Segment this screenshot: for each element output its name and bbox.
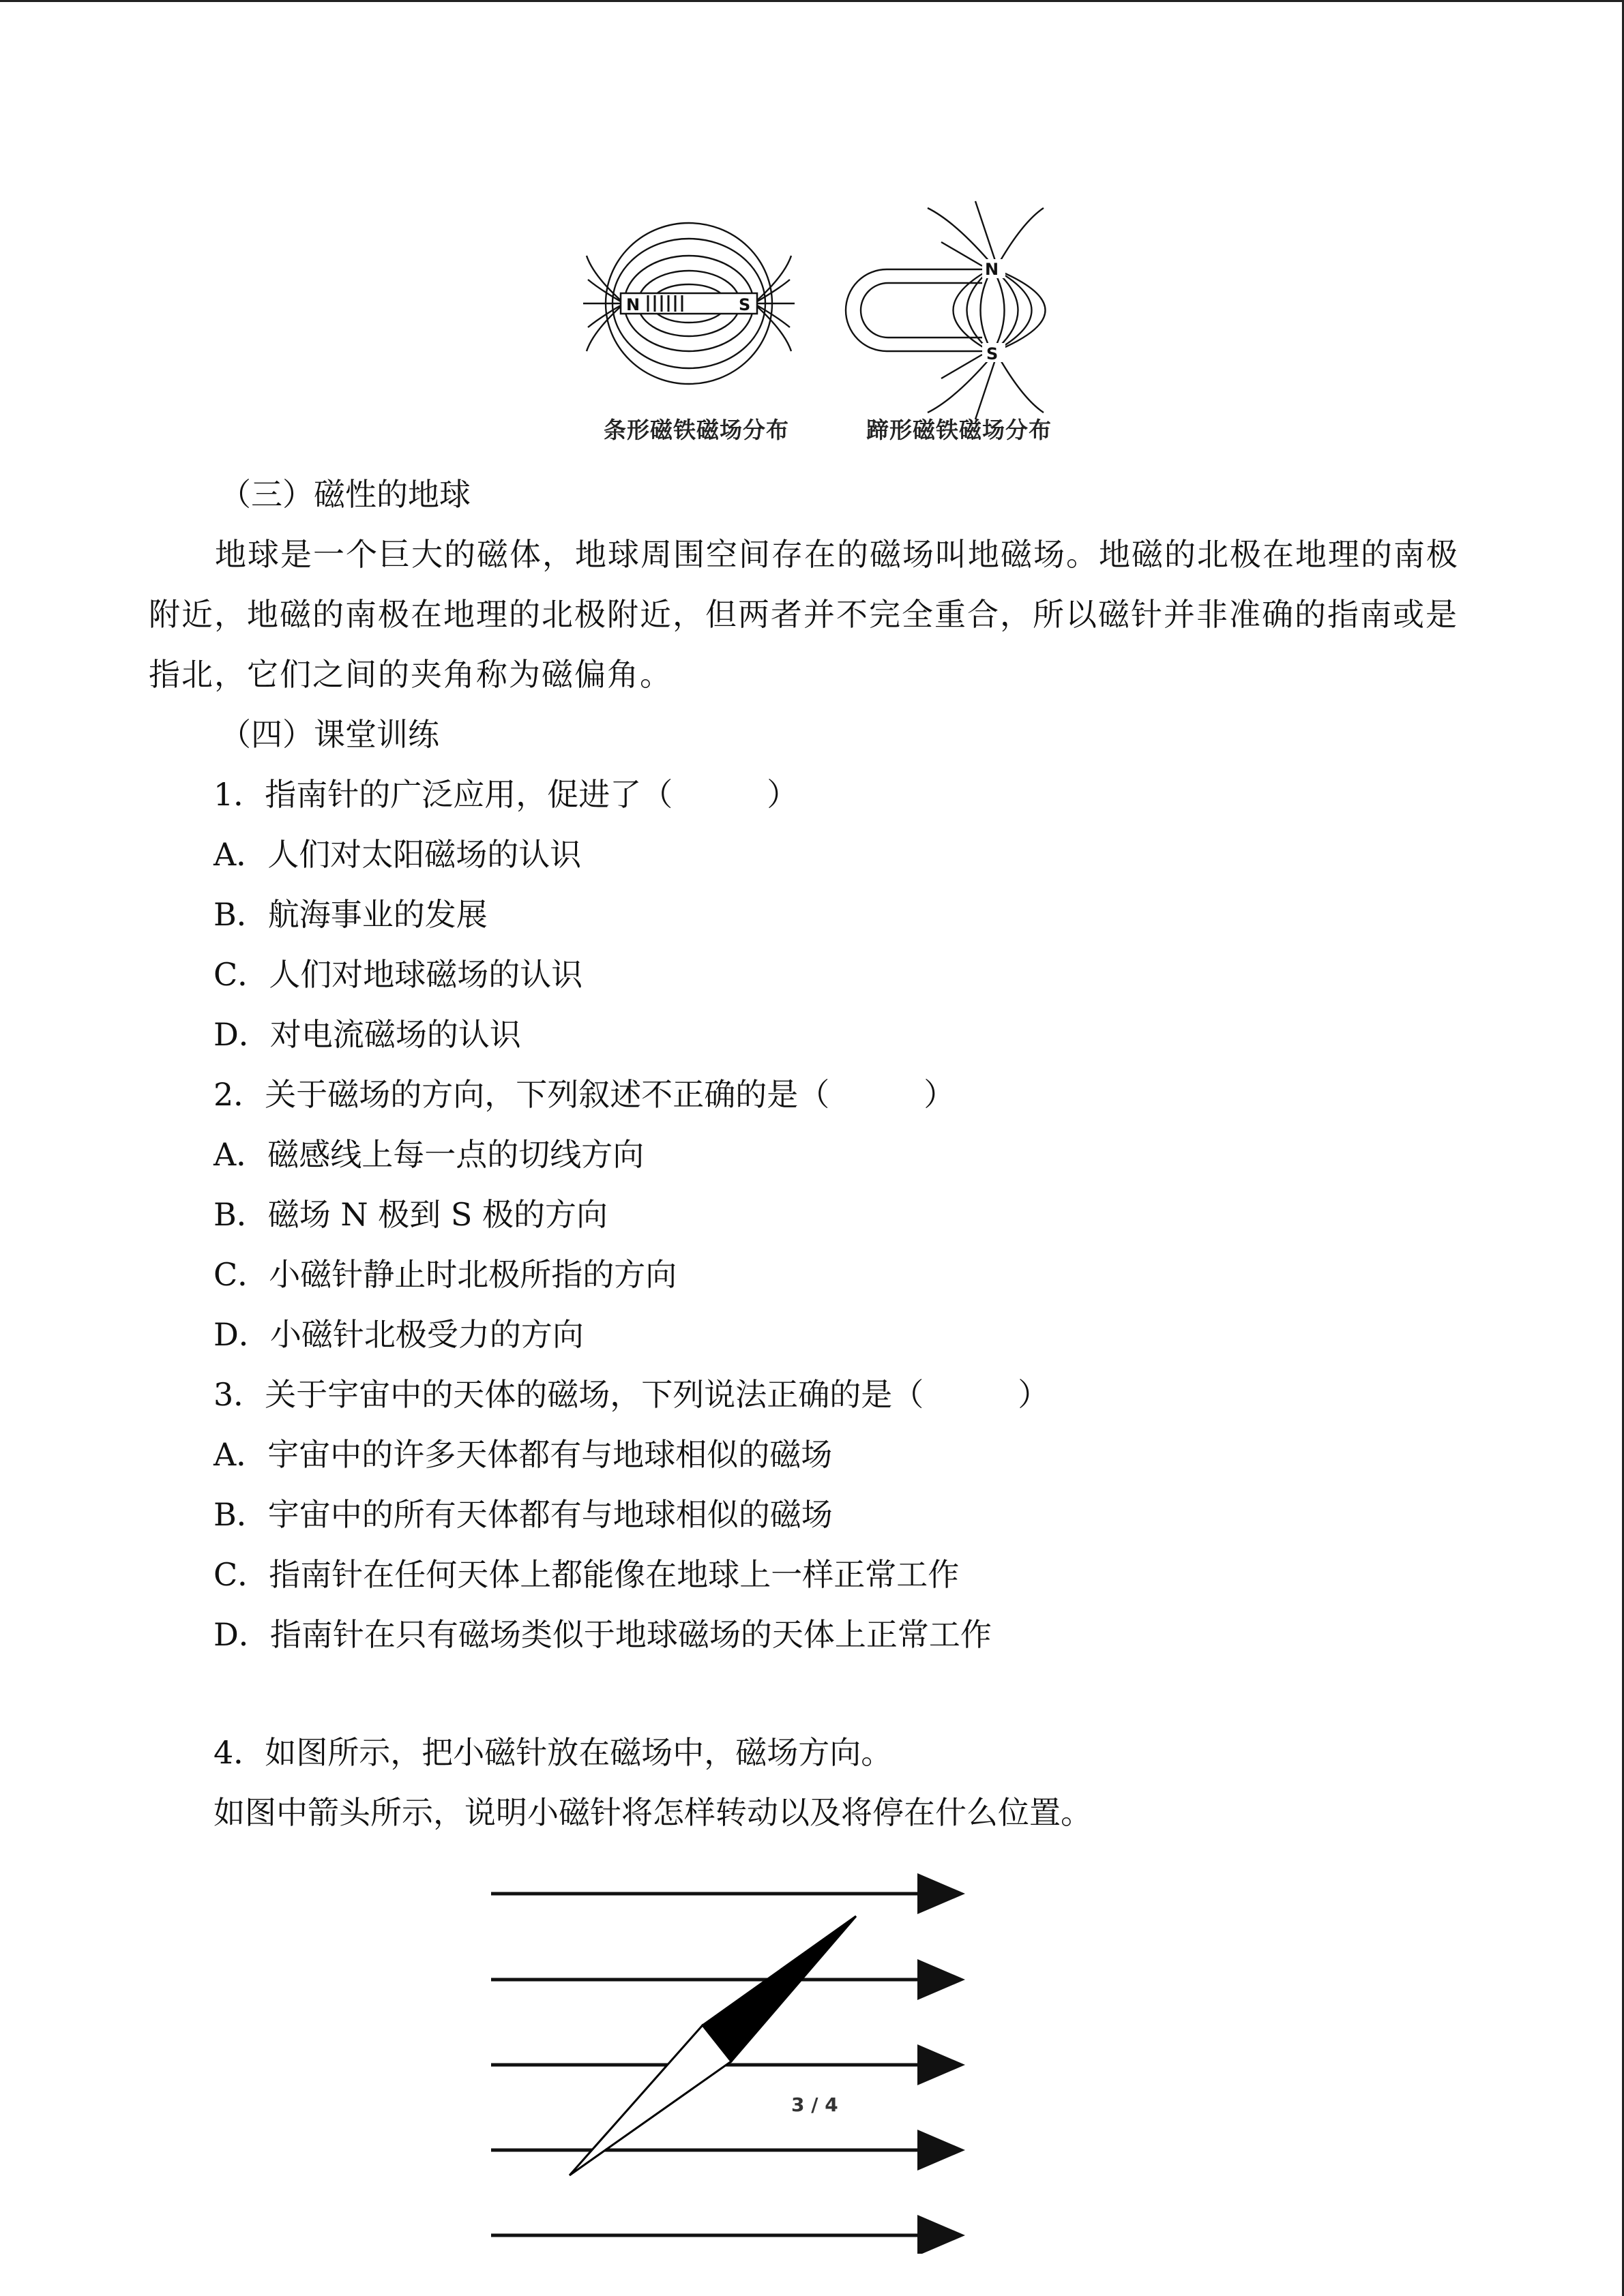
question-1-option-c: C．人们对地球磁场的认识 [213, 956, 583, 993]
question-2-option-d: D．小磁针北极受力的方向 [213, 1316, 584, 1353]
paragraph-line: 指北，它们之间的夹角称为磁偏角。 [149, 656, 673, 693]
question-4-line-1: 4．如图所示，把小磁针放在磁场中，磁场方向。 [213, 1734, 893, 1771]
horseshoe-label-s: S [986, 344, 999, 363]
bar-magnet [621, 293, 757, 314]
question-3-option-d: D．指南针在只有磁场类似于地球磁场的天体上正常工作 [213, 1616, 992, 1653]
question-3-option-c: C．指南针在任何天体上都能像在地球上一样正常工作 [213, 1556, 960, 1593]
compass-field-figure [477, 1872, 982, 2254]
question-1-option-b: B．航海事业的发展 [213, 896, 488, 933]
page-number: 3 / 4 [791, 2093, 838, 2116]
paragraph-line: 地球是一个巨大的磁体，地球周围空间存在的磁场叫地磁场。地磁的北极在地理的南极 [215, 536, 1459, 573]
horseshoe-label-n: N [985, 260, 999, 279]
question-3-option-a: A．宇宙中的许多天体都有与地球相似的磁场 [213, 1436, 833, 1473]
caption-horseshoe-magnet: 蹄形磁铁磁场分布 [866, 417, 1052, 443]
question-3-option-b: B．宇宙中的所有天体都有与地球相似的磁场 [213, 1496, 833, 1533]
question-2-option-b: B．磁场 N 极到 S 极的方向 [213, 1196, 608, 1233]
bar-label-s: S [739, 295, 751, 314]
question-4-line-2: 如图中箭头所示，说明小磁针将怎样转动以及将停在什么位置。 [213, 1794, 1092, 1831]
question-3-stem: 3．关于宇宙中的天体的磁场，下列说法正确的是（ ） [213, 1376, 1050, 1413]
question-1-option-a: A．人们对太阳磁场的认识 [213, 836, 582, 873]
compass-needle [570, 1916, 856, 2175]
bar-label-n: N [626, 295, 640, 314]
caption-bar-magnet: 条形磁铁磁场分布 [604, 417, 789, 443]
question-1-stem: 1．指南针的广泛应用，促进了（ ） [213, 776, 799, 813]
page-border-top [0, 0, 1624, 2]
question-2-option-a: A．磁感线上每一点的切线方向 [213, 1136, 645, 1173]
section-heading-exercises: （四）课堂训练 [220, 716, 439, 753]
needle-south-end [570, 2025, 731, 2175]
paragraph-line: 附近，地磁的南极在地理的北极附近，但两者并不完全重合，所以磁针并非准确的指南或是 [149, 596, 1458, 633]
horseshoe-field-lines [928, 201, 1046, 419]
question-2-stem: 2．关于磁场的方向，下列叙述不正确的是（ ） [213, 1076, 956, 1113]
question-2-option-c: C．小磁针静止时北极所指的方向 [213, 1256, 677, 1293]
horseshoe-magnet-body [846, 269, 982, 351]
needle-north-end [703, 1916, 856, 2061]
question-1-option-d: D．对电流磁场的认识 [213, 1016, 521, 1053]
section-heading-earth-magnetism: （三）磁性的地球 [220, 476, 471, 513]
